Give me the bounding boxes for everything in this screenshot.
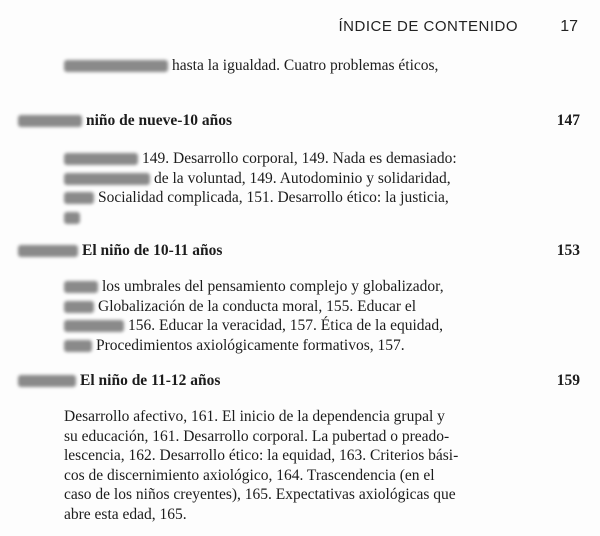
text-span: Socialidad complicada, 151. Desarrollo ético: la justicia, xyxy=(98,189,449,206)
page-header xyxy=(0,18,600,42)
redacted-mark xyxy=(64,340,92,352)
chapter-title xyxy=(18,242,222,260)
redacted-mark xyxy=(64,212,80,224)
chapter-page: 147 xyxy=(556,112,580,129)
text-line xyxy=(64,277,534,297)
text-line: su educación, 161. Desarrollo corporal. La pubertad o preado- xyxy=(64,427,450,445)
text-line: lescencia, 162. Desarrollo ético: la equidad, 163. Criterios bási- xyxy=(64,447,459,464)
chapter-summary-9-10 xyxy=(64,149,534,227)
chapter-summary-11-12 xyxy=(64,407,534,524)
redacted-mark xyxy=(18,115,82,127)
text-line xyxy=(64,208,534,228)
text-span: El niño de 10-11 años xyxy=(82,242,223,259)
text-span: los umbrales del pensamiento complejo y globalizador, xyxy=(102,278,444,295)
redacted-mark xyxy=(64,281,98,293)
chapter-page: 153 xyxy=(556,242,580,259)
intro-paragraph xyxy=(64,56,534,76)
text-span: Procedimientos axiológicamente formativos, 157. xyxy=(96,336,405,354)
text-line xyxy=(64,149,534,169)
text-line xyxy=(64,188,534,208)
text-line xyxy=(64,297,534,317)
text-line xyxy=(64,56,534,76)
page-number: 17 xyxy=(560,18,578,35)
chapter-heading-9-10 xyxy=(18,112,580,132)
text-span: niño de nueve-10 años xyxy=(86,112,232,129)
text-line xyxy=(64,336,534,356)
redacted-mark xyxy=(64,60,168,72)
text-line xyxy=(64,169,534,189)
chapter-heading-11-12 xyxy=(18,372,580,392)
chapter-heading-10-11 xyxy=(18,242,580,262)
chapter-summary-10-11 xyxy=(64,277,534,355)
redacted-mark xyxy=(18,375,76,387)
chapter-title xyxy=(18,372,220,390)
text-span: El niño de 11-12 años xyxy=(80,372,221,389)
text-line xyxy=(64,316,534,336)
text-line: caso de los niños creyentes), 165. Expectativas axiológicas que xyxy=(64,486,456,503)
text-span: 156. Educar la veracidad, 157. Ética de la equidad, xyxy=(128,317,444,334)
redacted-mark xyxy=(64,173,150,185)
text-line: Desarrollo afectivo, 161. El inicio de la dependencia grupal y xyxy=(64,408,445,425)
text-line: abre esta edad, 165. xyxy=(64,505,187,523)
running-title: ÍNDICE DE CONTENIDO xyxy=(338,18,518,35)
text-span: hasta la igualdad. Cuatro problemas éticos, xyxy=(172,57,439,74)
chapter-page: 159 xyxy=(556,372,580,389)
redacted-mark xyxy=(18,245,78,257)
text-span: 149. Desarrollo corporal, 149. Nada es demasiado: xyxy=(142,150,457,167)
redacted-mark xyxy=(64,153,138,165)
redacted-mark xyxy=(64,301,94,313)
chapter-title xyxy=(18,112,232,130)
text-line: cos de discernimiento axiológico, 164. Trascendencia (en el xyxy=(64,466,435,484)
redacted-mark xyxy=(64,320,124,332)
text-span: de la voluntad, 149. Autodominio y solidaridad, xyxy=(154,169,451,187)
text-span: Globalización de la conducta moral, 155. Educar el xyxy=(98,297,417,315)
redacted-mark xyxy=(64,192,94,204)
